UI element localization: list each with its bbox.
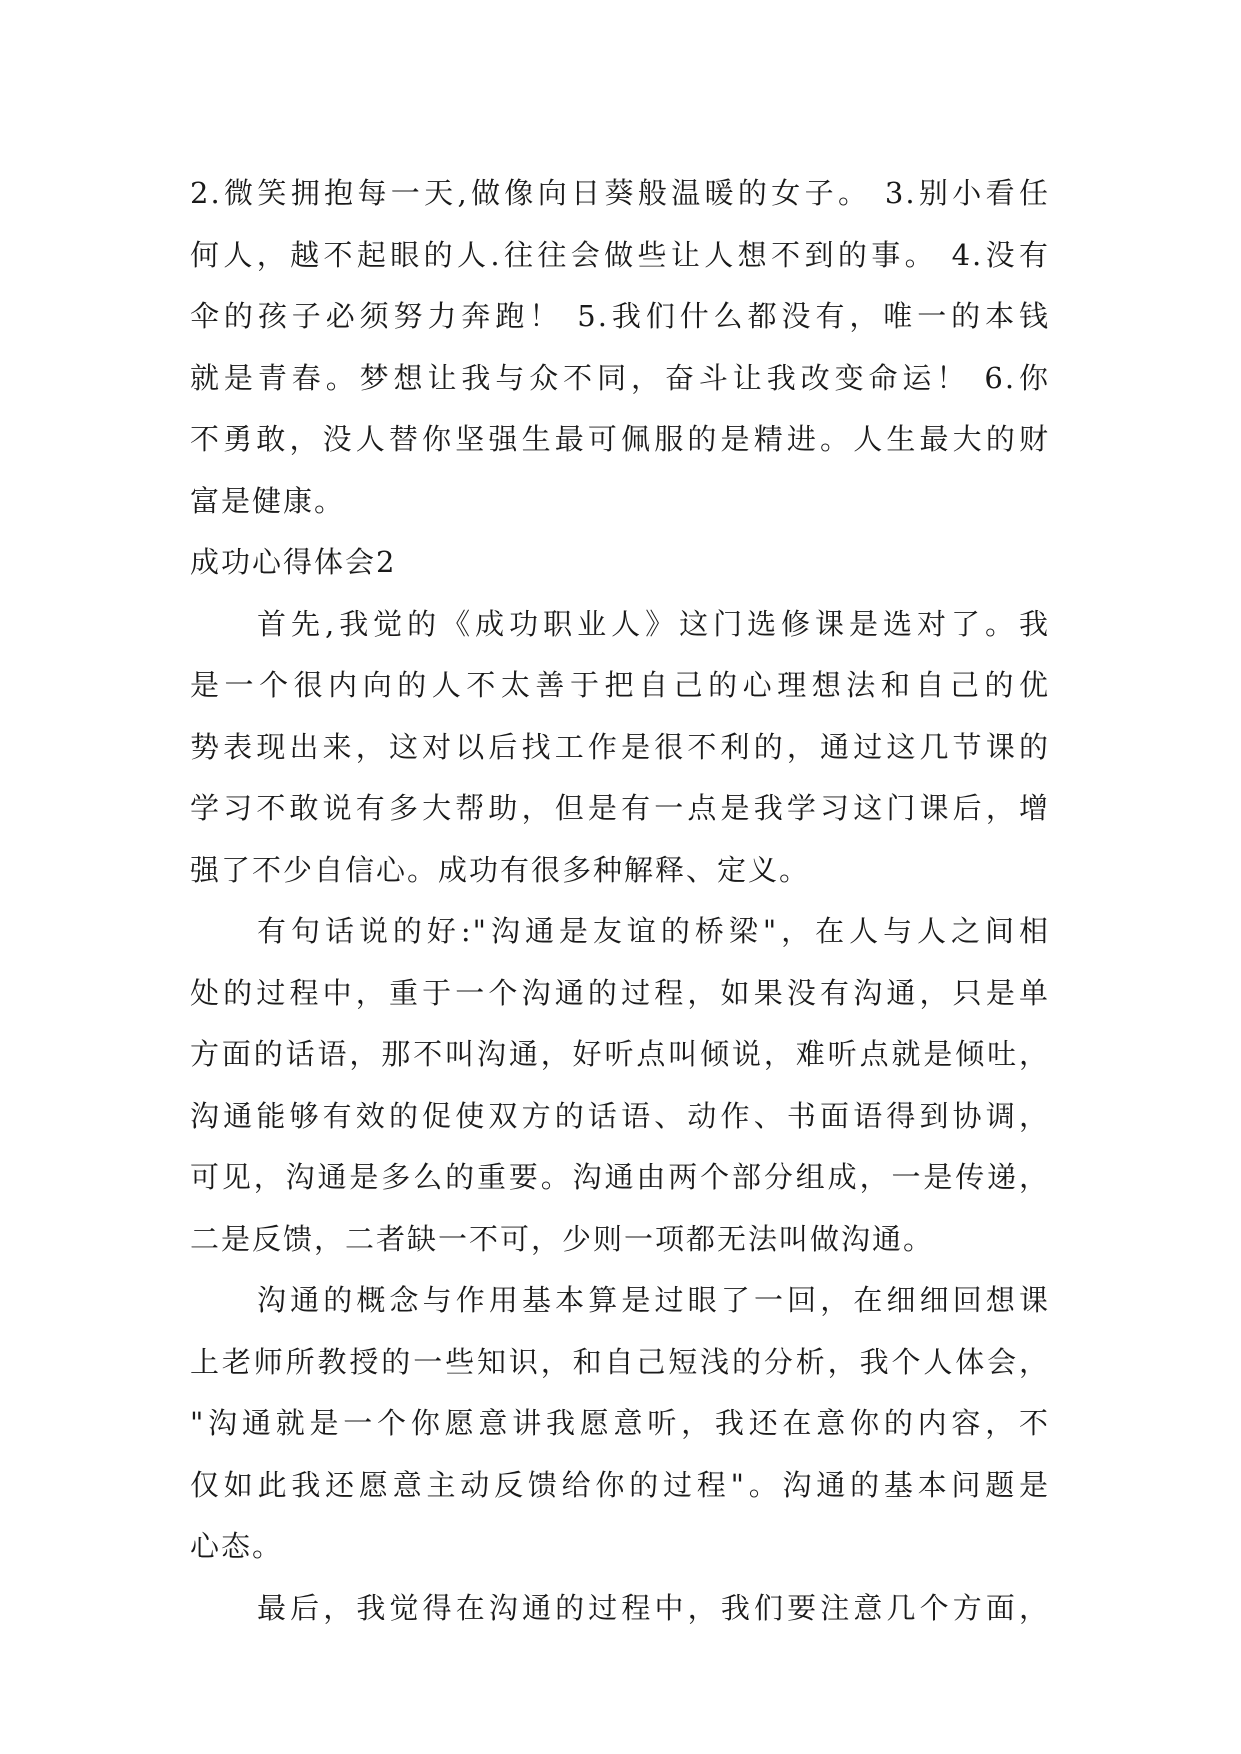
document-body [190,163,1050,1639]
paragraph-3 [190,1270,1050,1578]
text-line: 仅如此我还愿意主动反馈给你的过程"。沟通的基本问题是 [190,1467,1050,1502]
paragraph-2 [190,901,1050,1270]
text-line: 强了不少自信心。成功有很多种解释、定义。 [190,852,811,887]
text-line: 方面的话语，那不叫沟通，好听点叫倾说，难听点就是倾吐， [190,1037,1050,1071]
text-line: 处的过程中，重于一个沟通的过程，如果没有沟通，只是单 [190,975,1050,1010]
text-line: 二是反馈，二者缺一不可，少则一项都无法叫做沟通。 [190,1221,935,1256]
text-line: 学习不敢说有多大帮助，但是有一点是我学习这门课后，增 [190,791,1050,825]
text-line: 2.微笑拥抱每一天,做像向日葵般温暖的女子。 3.别小看任 [190,176,1050,210]
text-line: 就是青春。梦想让我与众不同，奋斗让我改变命运！ 6.你 [190,360,1050,395]
text-line: 上老师所教授的一些知识，和自己短浅的分析，我个人体会， [190,1344,1050,1379]
text-line: 伞的孩子必须努力奔跑！ 5.我们什么都没有，唯一的本钱 [190,299,1050,333]
text-line: 首先,我觉的《成功职业人》这门选修课是选对了。我 [257,606,1050,641]
text-line: 可见，沟通是多么的重要。沟通由两个部分组成，一是传递， [190,1160,1050,1194]
text-line: 不勇敢，没人替你坚强生最可佩服的是精进。人生最大的财 [190,422,1050,456]
text-line: "沟通就是一个你愿意讲我愿意听，我还在意你的内容，不 [190,1406,1050,1440]
text-line: 最后，我觉得在沟通的过程中，我们要注意几个方面， [257,1590,1050,1625]
text-line: 何人，越不起眼的人.往往会做些让人想不到的事。 4.没有 [190,237,1050,272]
paragraph-4 [190,1578,1050,1640]
paragraph-1 [190,594,1050,902]
section-title: 成功心得体会2 [190,545,397,579]
text-line: 沟通的概念与作用基本算是过眼了一回，在细细回想课 [257,1283,1050,1317]
text-line: 富是健康。 [190,483,346,518]
text-line: 有句话说的好:"沟通是友谊的桥梁"，在人与人之间相 [257,914,1050,948]
text-line: 势表现出来，这对以后找工作是很不利的，通过这几节课的 [190,729,1050,764]
text-line: 心态。 [190,1529,284,1563]
text-line: 沟通能够有效的促使双方的话语、动作、书面语得到协调， [190,1098,1050,1133]
intro-paragraph [190,163,1050,532]
text-line: 是一个很内向的人不太善于把自己的心理想法和自己的优 [190,668,1050,702]
